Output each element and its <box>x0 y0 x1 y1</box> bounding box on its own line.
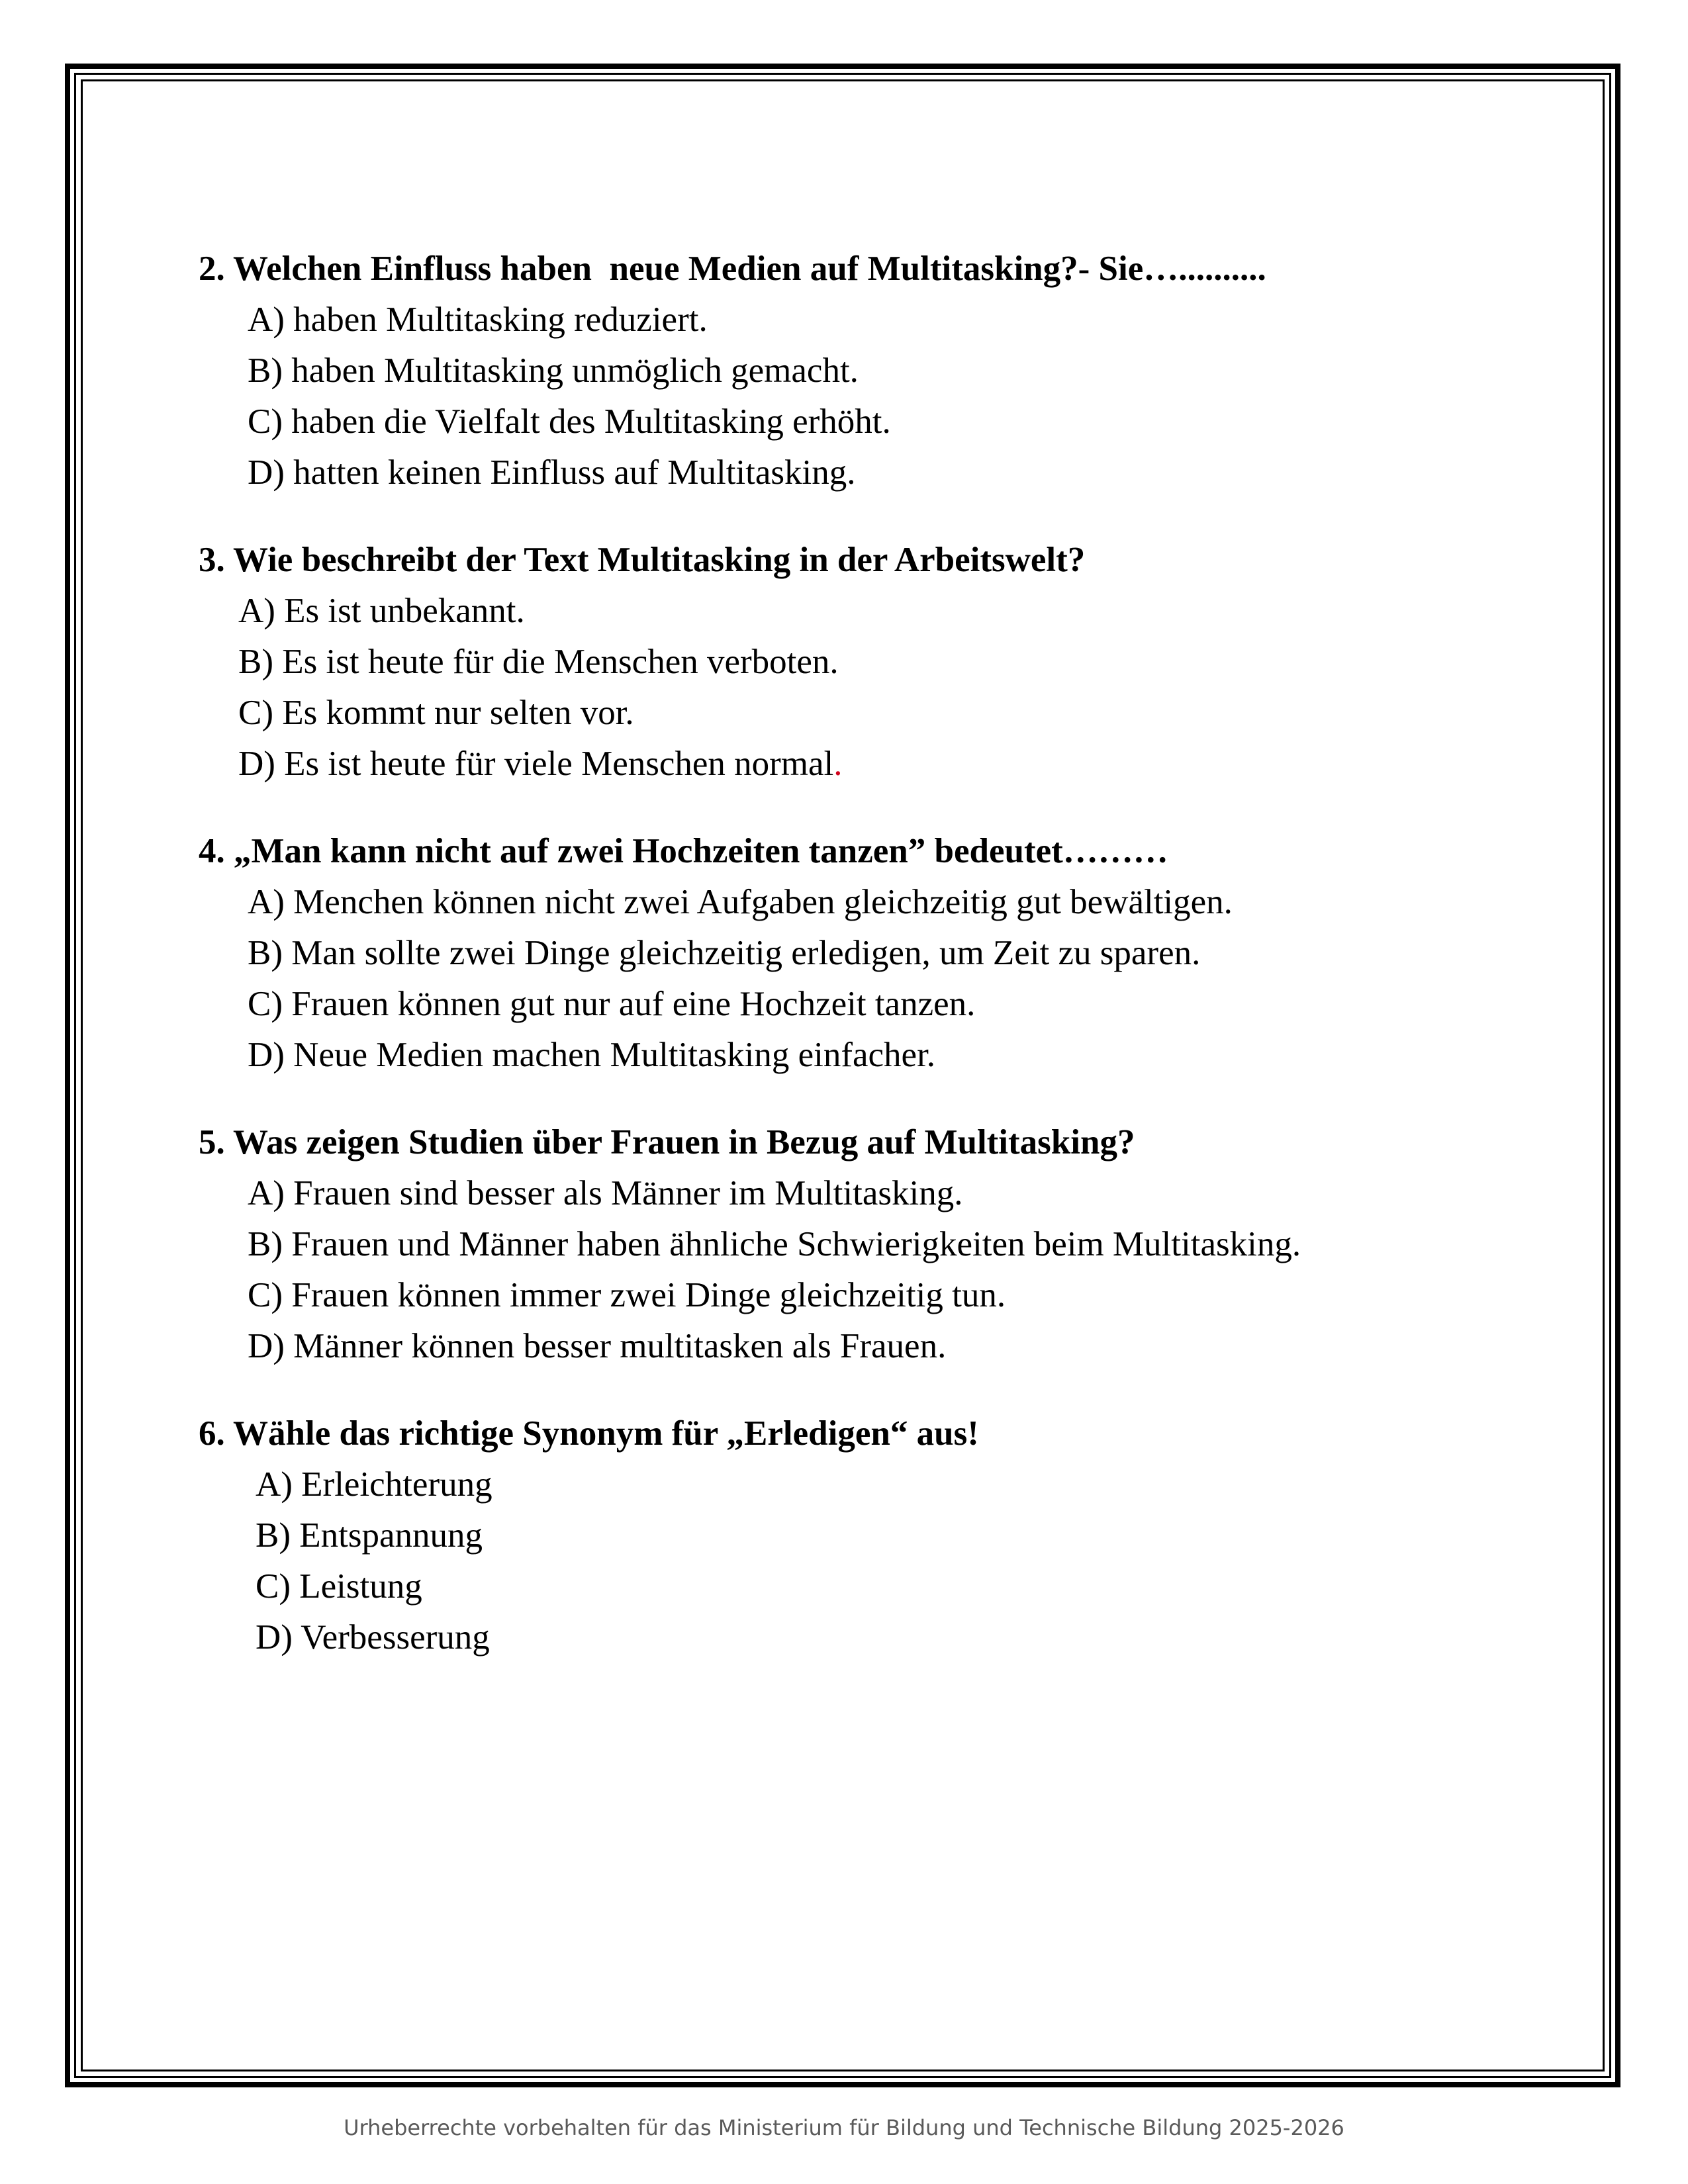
question-5 <box>199 1117 1556 1372</box>
option-c[interactable]: C) Frauen können immer zwei Dinge gleichzeitig tun. <box>248 1276 1006 1314</box>
option-d[interactable]: D) Männer können besser multitasken als Frauen. <box>248 1327 947 1365</box>
option-d[interactable]: D) Verbesserung <box>256 1618 490 1657</box>
option-a[interactable]: A) haben Multitasking reduziert. <box>248 300 708 339</box>
copyright-footer: Urheberrechte vorbehalten für das Ministerium für Bildung und Technische Bildung 2025-2026 <box>344 2115 1344 2140</box>
option-b[interactable]: B) haben Multitasking unmöglich gemacht. <box>248 351 859 390</box>
option-a[interactable]: A) Erleichterung <box>256 1465 492 1504</box>
question-4 <box>199 826 1556 1081</box>
option-c[interactable]: C) Frauen können gut nur auf eine Hochzeit tanzen. <box>248 985 976 1023</box>
question-list <box>199 244 1556 1700</box>
option-d-text: D) Es ist heute für viele Menschen normal <box>238 745 834 783</box>
question-2 <box>199 244 1556 498</box>
question-title: 2. Welchen Einfluss haben neue Medien auf Multitasking?- Sie….......... <box>199 250 1266 288</box>
option-a[interactable]: A) Menchen können nicht zwei Aufgaben gleichzeitig gut bewältigen. <box>248 883 1233 921</box>
question-title: 3. Wie beschreibt der Text Multitasking in der Arbeitswelt? <box>199 541 1086 579</box>
option-b[interactable]: B) Es ist heute für die Menschen verboten. <box>238 643 839 681</box>
option-c[interactable]: C) Es kommt nur selten vor. <box>238 694 634 732</box>
option-d[interactable]: D) hatten keinen Einfluss auf Multitasking. <box>248 453 856 492</box>
option-b[interactable]: B) Frauen und Männer haben ähnliche Schwierigkeiten beim Multitasking. <box>248 1225 1301 1263</box>
option-d[interactable] <box>199 739 1556 790</box>
option-c[interactable]: C) haben die Vielfalt des Multitasking erhöht. <box>248 402 891 441</box>
option-a[interactable]: A) Es ist unbekannt. <box>238 592 525 630</box>
option-a[interactable]: A) Frauen sind besser als Männer im Multitasking. <box>248 1174 963 1212</box>
option-b[interactable]: B) Man sollte zwei Dinge gleichzeitig erledigen, um Zeit zu sparen. <box>248 934 1201 972</box>
question-title: 6. Wähle das richtige Synonym für „Erledigen“ aus! <box>199 1414 979 1453</box>
option-c[interactable]: C) Leistung <box>256 1567 422 1606</box>
question-title: 4. „Man kann nicht auf zwei Hochzeiten tanzen” bedeutet……… <box>199 832 1168 870</box>
option-d-period: . <box>833 745 843 783</box>
option-d[interactable]: D) Neue Medien machen Multitasking einfacher. <box>248 1036 936 1074</box>
question-6 <box>199 1408 1556 1663</box>
question-title: 5. Was zeigen Studien über Frauen in Bezug auf Multitasking? <box>199 1123 1135 1161</box>
question-3 <box>199 535 1556 790</box>
option-b[interactable]: B) Entspannung <box>256 1516 483 1555</box>
